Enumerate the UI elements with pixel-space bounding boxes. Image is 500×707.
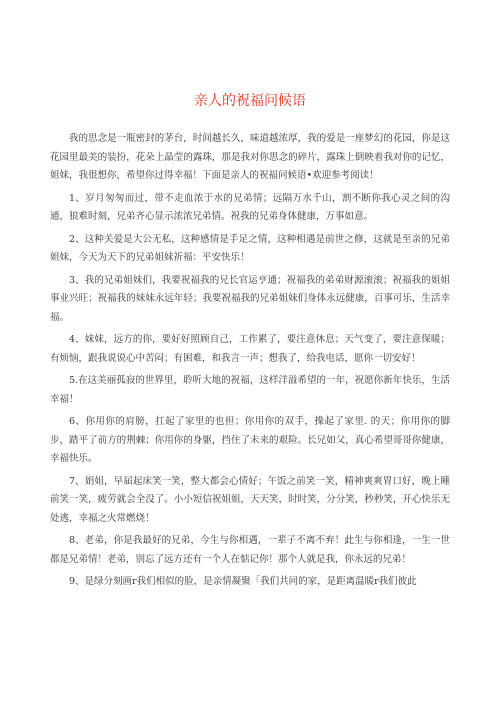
wish-paragraph-8: 8、老弟，你是我最好的兄弟，今生与你相遇，一辈子不离不弃！此生与你相逢，一生一世都是兄弟情！老弟，别忘了远方还有一个人在惦记你！那个人就是我，你永远的兄弟！ xyxy=(50,535,450,565)
wish-paragraph-3: 3、我的兄弟姐妹们，我要祝福我的兄长官运亨通；祝福我的弟弟财源滚滚；祝福我的姐姐事业兴旺；祝福我的妹妹永远年轻；我要祝福我的兄弟姐妹们身体永远健康，百事可乐，生活幸福。 xyxy=(50,274,450,323)
wish-paragraph-9: 9、是绿分刻画r我们相似的脸，是亲情凝聚「我们共同的家，是距离温暖r我们彼此 xyxy=(69,576,417,587)
wish-paragraph-5: 5.在这美丽孤寂的世界里，聆听大地的祝福，这样洋溢希望的一年，祝愿你新年快乐，生活幸福！ xyxy=(50,375,450,405)
wish-paragraph-7: 7、娟姐，早届起床笑一笑，整大都会心情好；午饭之前笑一笑，精神爽爽胃口好，晚上睡前笑一笑，疲劳就会全没了。小小短信祝姐姐，天天笑，时时笑，分分笑，秒秒笑，开心快乐无处逃，幸福之火常燃烧！ xyxy=(50,475,450,524)
wish-paragraph-2: 2、这种关爱是大公无私，这种感情是手足之情，这种相遇是前世之修，这就是至亲的兄弟姐妹，今天为天下的兄弟姐妹祈福：平安快乐！ xyxy=(50,233,450,263)
wish-paragraph-6: 6、你用你的肩膀，扛起了家里的也担；你用你的双手，操起了家里. 的天；你用你的脚步，踏平了前方的荆棘；你用你的身躯，挡住了未来的艰险。长兄如父，真心希望哥哥你健康，幸福快乐。 xyxy=(50,416,450,464)
intro-paragraph: 我的思念是一瓶密封的茅台，时间越长久，味道越浓厚，我的爱是一座梦幻的花园，你是这花园里最美的装扮，花朵上晶莹的露珠，那是我对你思念的碎片，露珠上倒映着我对你的记忆，姐妹，我很想你，希望你过得幸福！下面是亲人的祝福问候语•欢迎参考阅读！ xyxy=(50,133,450,181)
wish-paragraph-4: 4、妹妹，远方的你，要好好照顾自己，工作累了，要注意休息；天气变了，要注意保暖；有烦恼，跟我说说心中苦闷；有困难，和我言一声；想我了，给我电话，愿你一切安好！ xyxy=(50,334,450,364)
document-title: 亲人的祝福问候语 xyxy=(194,93,306,109)
wish-paragraph-1: 1、岁月匆匆而过，带不走血浓于水的兄弟情；远隔万水千山，割不断你我心灵之间的沟通，狼难时刻，兄弟齐心显示浓浓兄弟情。祝我的兄弟身体健康，万事如意。 xyxy=(50,192,450,222)
